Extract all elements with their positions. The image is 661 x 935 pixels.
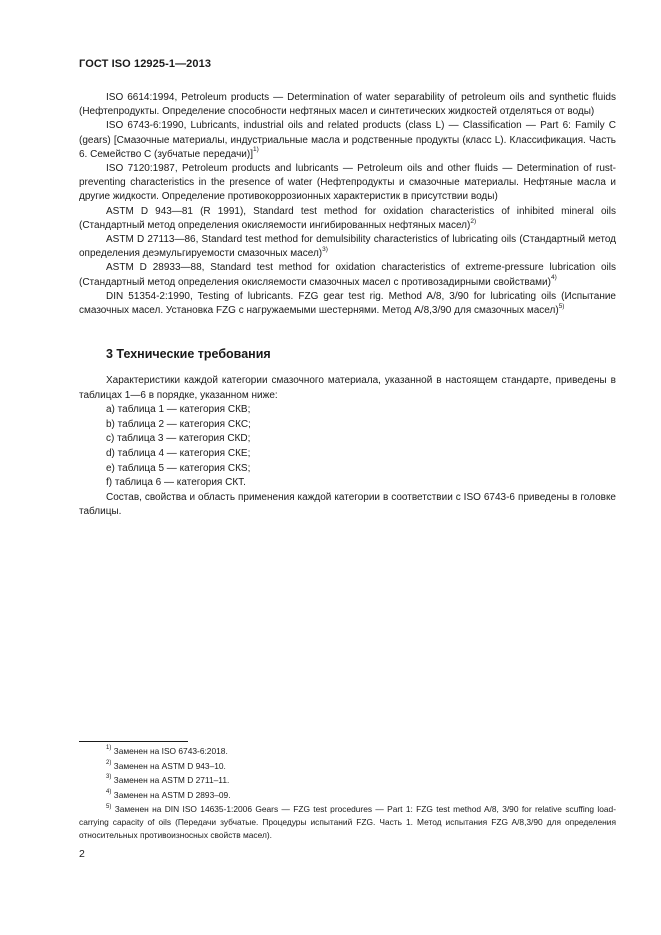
footnote-ref: 1) (252, 146, 259, 154)
document-header: ГОСТ ISO 12925-1—2013 (79, 58, 212, 70)
footnote-mark: 5) (106, 803, 112, 810)
footnote-ref: 5) (558, 302, 565, 310)
section-intro: Характеристики каждой категории смазочного материала, указанной в настоящем стандарте, приведены в таблицах 1—6 в порядке, указанном ниже: (79, 375, 616, 401)
footnote-mark: 4) (106, 788, 112, 795)
footnote-mark: 3) (106, 774, 112, 781)
section-body (79, 374, 616, 520)
footnote-ref: 2) (470, 217, 477, 225)
reference-item: DIN 51354-2:1990, Testing of lubricants. FZG gear test rig. Method A/8, 3/90 for lubricating oils (Испытание смазочных масел. Установка FZG с нагружаемыми шестернями. Метод A/8,3/90 для смазочных масел)$^{5)}$ (79, 290, 616, 317)
list-item: c) таблица 3 — категория СКD; (106, 433, 251, 445)
footnote-ref: 4) (550, 274, 557, 282)
section-closing: Состав, свойства и область применения каждой категории в соответствии с ISO 6743-6 приведены в головке таблицы. (79, 491, 616, 518)
list-item: d) таблица 4 — категория СКЕ; (106, 447, 251, 459)
footnote: $^{2)}$ Заменен на ASTM D 943–10. (106, 759, 226, 771)
reference-item: ASTM D 943—81 (R 1991), Standard test method for oxidation characteristics of inhibited mineral oils (Стандартный метод определения окисляемости ингибированных нефтяных масел)$^{2)}$ (79, 205, 616, 231)
list-item: f) таблица 6 — категория СКТ. (106, 477, 246, 489)
section-title: 3 Технические требования (106, 347, 271, 361)
list-item: a) таблица 1 — категория СКВ; (106, 404, 251, 416)
reference-item: ISO 6614:1994, Petroleum products — Determination of water separability of petroleum oils and synthetic fluids (Нефтепродукты. Определение способности нефтяных масел и синтетических жидкостей отделяться от воды) (79, 92, 616, 118)
footnotes (79, 745, 616, 843)
reference-item: ASTM D 27113—86, Standard test method for demulsibility characteristics of lubricating oils (Стандартный метод определения деэмульгируемости смазочных масел)$^{3)}$ (79, 234, 616, 260)
footnote: $^{5)}$ Заменен на DIN ISO 14635-1:2006 Gears — FZG test procedures — Part 1: FZG test method A/8, 3/90 for relative scuffing load-carrying capacity of oils (Передачи зубчатые. Процедуры испытаний FZG. Часть 1. Метод испытания FZG A/8,3/90 для определения относительных противоизносных свойств масел). (79, 803, 617, 840)
footnote-mark: 1) (106, 745, 112, 752)
page-number: 2 (79, 848, 85, 860)
footnote: $^{1)}$ Заменен на ISO 6743-6:2018. (106, 745, 228, 756)
reference-item: ISO 7120:1987, Petroleum products and lubricants — Petroleum oils and other fluids — Determination of rust-preventing characteristics in the presence of water (Нефтепродукты и смазочные материалы. Нефтяные масла и другие жидкости. Определение противокоррозионных характеристик в присутствии воды) (79, 163, 616, 203)
list-item: e) таблица 5 — категория СКS; (106, 462, 251, 474)
footnote-mark: 2) (106, 759, 112, 766)
footnote: $^{4)}$ Заменен на ASTM D 2893–09. (106, 788, 231, 800)
footnote-ref: 3) (322, 245, 328, 253)
reference-item: ASTM D 28933—88, Standard test method for oxidation characteristics of extreme-pressure lubrication oils (Стандартный метод определения окисляемости смазочных масел с противозадирными свойствами)$^{4)}$ (79, 262, 616, 288)
list-item: b) таблица 2 — категория СКС; (106, 418, 251, 430)
footnote: $^{3)}$ Заменен на ASTM D 2711–11. (106, 774, 230, 786)
reference-item: ISO 6743-6:1990, Lubricants, industrial oils and related products (class L) — Classification — Part 6: Family C (gears) [Смазочные материалы, индустриальные масла и родственные продукты (класс L). Классификация. Часть 6. Семейство С (зубчатые передачи)]$^{1)}$ (79, 120, 616, 160)
normative-references (79, 91, 616, 318)
footnote-divider (79, 741, 188, 742)
